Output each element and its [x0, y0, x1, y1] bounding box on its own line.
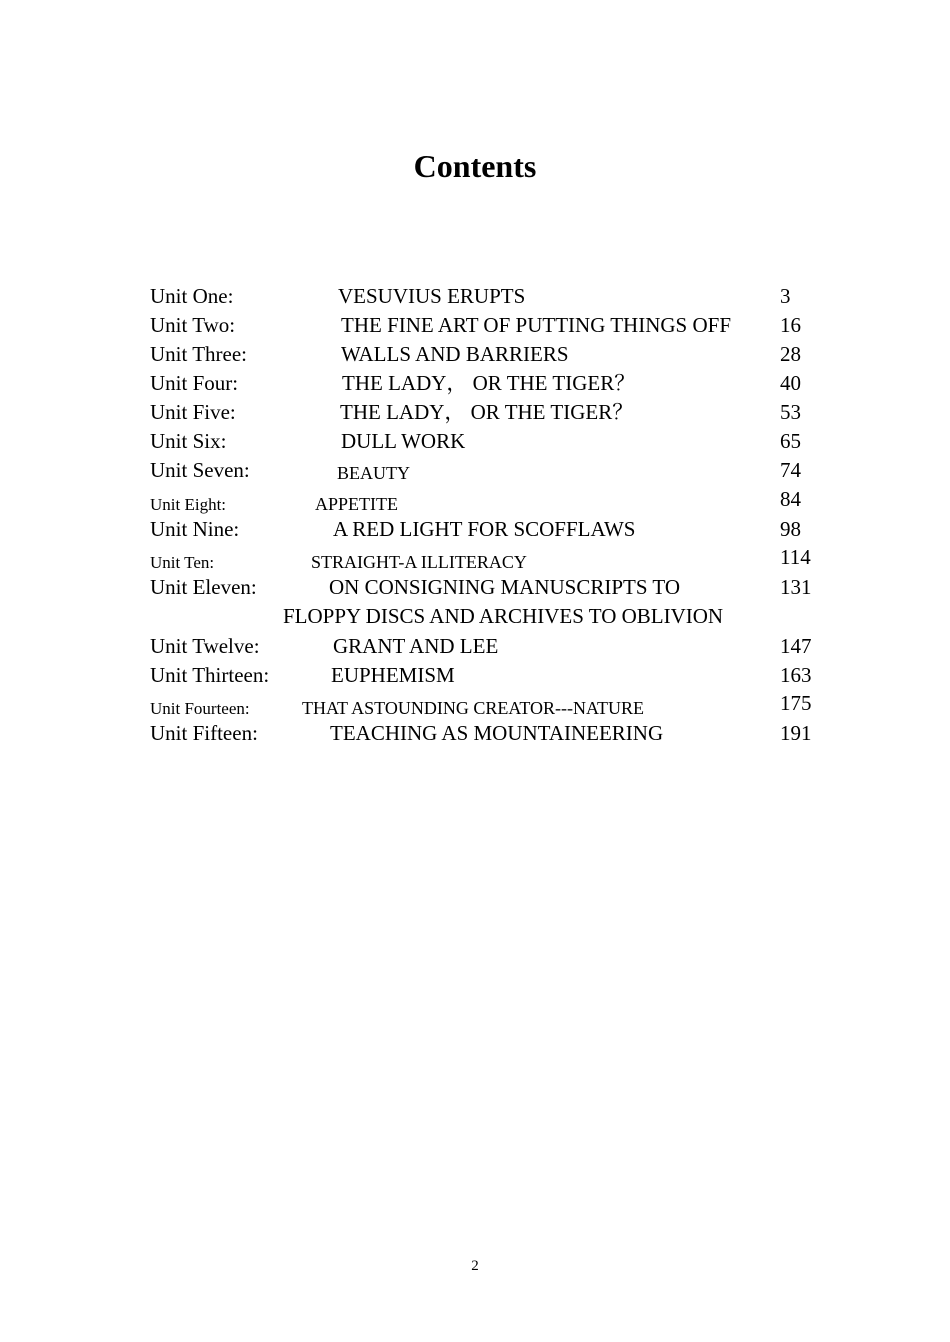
toc-entry-unit-fifteen[interactable]	[0, 719, 950, 748]
unit-label: Unit Nine:	[150, 517, 240, 541]
toc-entry-unit-five[interactable]	[0, 398, 950, 427]
unit-label: Unit Ten:	[150, 553, 215, 572]
unit-label: Unit Four:	[150, 371, 239, 395]
page-ref: 163	[780, 663, 812, 687]
unit-title-continued: FLOPPY DISCS AND ARCHIVES TO OBLIVION	[283, 604, 724, 628]
unit-label: Unit Five:	[150, 400, 236, 424]
page-ref: 98	[780, 517, 801, 541]
unit-title: VESUVIUS ERUPTS	[338, 284, 526, 308]
unit-title: BEAUTY	[337, 463, 410, 483]
page-ref: 28	[780, 342, 801, 366]
page-ref: 84	[780, 487, 801, 511]
toc-entry-unit-one[interactable]	[0, 282, 950, 311]
unit-label: Unit One:	[150, 284, 234, 308]
unit-title: TEACHING AS MOUNTAINEERING	[330, 721, 664, 745]
toc-entry-unit-eleven[interactable]	[0, 573, 950, 602]
toc-entry-unit-thirteen[interactable]	[0, 661, 950, 690]
unit-label: Unit Three:	[150, 342, 248, 366]
toc-entry-unit-eleven-continued[interactable]	[0, 602, 950, 631]
unit-title: EUPHEMISM	[331, 663, 455, 687]
unit-title: GRANT AND LEE	[333, 634, 499, 658]
toc-entry-unit-seven[interactable]	[0, 456, 950, 485]
unit-title: THE FINE ART OF PUTTING THINGS OFF	[341, 313, 731, 337]
unit-label: Unit Fifteen:	[150, 721, 258, 745]
unit-label: Unit Eleven:	[150, 575, 257, 599]
unit-title: THE LADY， OR THE TIGER？	[342, 371, 636, 395]
unit-label: Unit Thirteen:	[150, 663, 270, 687]
page-ref: 53	[780, 400, 801, 424]
toc-entry-unit-twelve[interactable]	[0, 632, 950, 661]
page-ref: 114	[780, 545, 811, 569]
unit-label: Unit Eight:	[150, 495, 227, 514]
unit-title: THE LADY， OR THE TIGER？	[340, 400, 634, 424]
toc-entry-unit-three[interactable]	[0, 340, 950, 369]
page-ref: 175	[780, 691, 812, 715]
page-title: Contents	[413, 148, 537, 184]
unit-label: Unit Fourteen:	[150, 699, 250, 718]
page-number: 2	[471, 1258, 479, 1274]
unit-label: Unit Six:	[150, 429, 227, 453]
unit-title: DULL WORK	[341, 429, 466, 453]
toc-entry-unit-six[interactable]	[0, 427, 950, 456]
toc-entry-unit-two[interactable]	[0, 311, 950, 340]
unit-title: WALLS AND BARRIERS	[341, 342, 569, 366]
page-ref: 16	[780, 313, 801, 337]
page-ref: 3	[780, 284, 791, 308]
unit-title: ON CONSIGNING MANUSCRIPTS TO	[329, 575, 681, 599]
toc-entry-unit-four[interactable]	[0, 369, 950, 398]
page-ref: 147	[780, 634, 812, 658]
unit-title: APPETITE	[315, 494, 398, 514]
toc-entry-unit-nine[interactable]	[0, 515, 950, 544]
page-ref: 40	[780, 371, 801, 395]
unit-title: STRAIGHT-A ILLITERACY	[311, 552, 527, 572]
page-ref: 191	[780, 721, 812, 745]
unit-title: A RED LIGHT FOR SCOFFLAWS	[333, 517, 636, 541]
page-ref: 74	[780, 458, 801, 482]
page-ref: 131	[780, 575, 812, 599]
unit-label: Unit Seven:	[150, 458, 250, 482]
page-ref: 65	[780, 429, 801, 453]
unit-title: THAT ASTOUNDING CREATOR---NATURE	[302, 698, 645, 718]
unit-label: Unit Twelve:	[150, 634, 260, 658]
unit-label: Unit Two:	[150, 313, 236, 337]
